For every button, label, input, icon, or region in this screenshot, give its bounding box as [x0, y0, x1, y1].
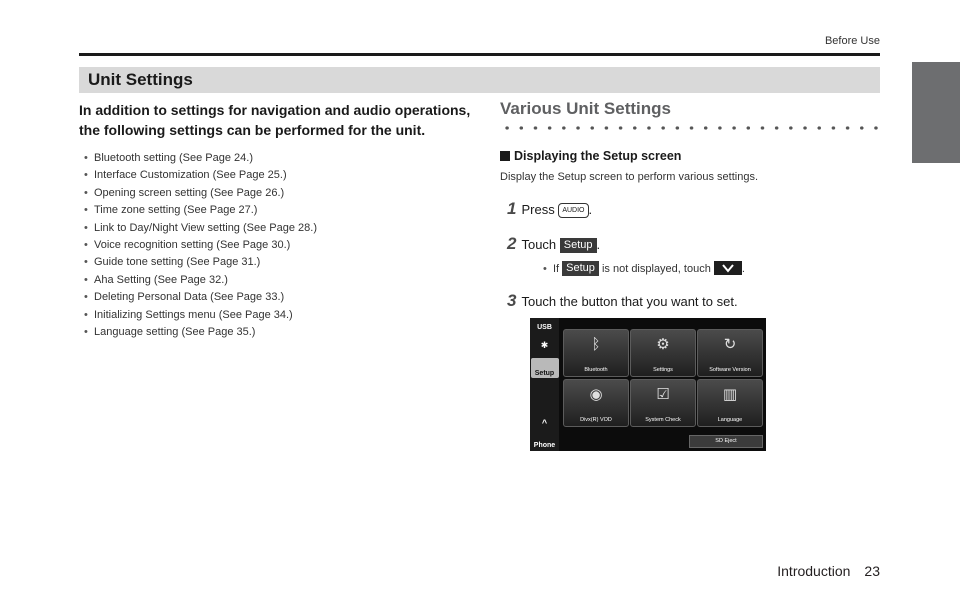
tile-bluetooth: ᛒ Bluetooth [563, 329, 629, 377]
step-3: 3 Touch the button that you want to set. [507, 291, 738, 310]
list-item: • Deleting Personal Data (See Page 33.) [84, 291, 285, 304]
bluetooth-icon: ✱ [540, 340, 549, 350]
list-item: • Time zone setting (See Page 27.) [84, 204, 258, 217]
phone-source: Phone [533, 442, 556, 449]
tile-divx-vod: ◉ Divx(R) VOD [563, 379, 629, 427]
page-number: 23 [864, 563, 880, 579]
running-header: Before Use [824, 35, 880, 47]
usb-source: USB [537, 324, 552, 331]
dotted-divider [500, 124, 880, 132]
intro-paragraph: In addition to settings for navigation and audio operations, the following settings can be performed for the unit. [79, 102, 471, 138]
tools-icon: ⚙ [656, 336, 670, 353]
audio-key-icon: AUDIO [558, 203, 588, 218]
section-title-bar [79, 67, 880, 93]
settings-list [84, 150, 317, 341]
square-bullet-icon [500, 151, 510, 161]
list-item: • Language setting (See Page 35.) [84, 326, 256, 339]
chevron-down-icon [714, 261, 742, 275]
disc-icon: ◉ [589, 386, 603, 403]
refresh-icon: ↻ [723, 336, 737, 353]
list-item: • Voice recognition setting (See Page 30.) [84, 239, 291, 252]
book-icon: ▥ [722, 386, 738, 403]
bluetooth-icon: ᛒ [591, 336, 601, 353]
tile-system-check: ☑ System Check [630, 379, 696, 427]
list-item: • Bluetooth setting (See Page 24.) [84, 152, 253, 164]
sd-eject-button: SD Eject [689, 435, 763, 448]
step-1: 1 Press AUDIO . [507, 199, 593, 218]
chapter-tab [912, 62, 960, 163]
tile-software-version: ↻ Software Version [697, 329, 763, 377]
header-rule [79, 53, 880, 56]
setup-source: Setup [534, 370, 555, 377]
various-settings-title: Various Unit Settings [500, 99, 671, 118]
step-2: 2 Touch Setup . [507, 234, 601, 253]
step-2-note: • If Setup is not displayed, touch . [543, 262, 745, 275]
sub-heading: Displaying the Setup screen [500, 149, 681, 163]
chapter-name: Introduction [777, 563, 851, 579]
list-item: • Guide tone setting (See Page 31.) [84, 256, 261, 269]
tile-settings: ⚙ Settings [630, 329, 696, 377]
setup-button-icon: Setup [562, 261, 599, 276]
list-item: • Initializing Settings menu (See Page 34.) [84, 308, 293, 321]
list-item: • Opening screen setting (See Page 26.) [84, 186, 285, 199]
source-rail [530, 318, 559, 451]
tile-language: ▥ Language [697, 379, 763, 427]
list-item: • Interface Customization (See Page 25.) [84, 169, 287, 182]
chevron-up-icon: ^ [541, 418, 548, 428]
setup-screen-image [530, 318, 766, 451]
section-title: Unit Settings [88, 70, 193, 89]
list-item: • Link to Day/Night View setting (See Page 28.) [84, 221, 317, 234]
sub-description: Display the Setup screen to perform various settings. [500, 171, 759, 183]
setup-button-icon: Setup [560, 238, 597, 253]
page-footer [777, 563, 880, 579]
list-item: • Aha Setting (See Page 32.) [84, 273, 228, 286]
checklist-icon: ☑ [656, 386, 670, 403]
